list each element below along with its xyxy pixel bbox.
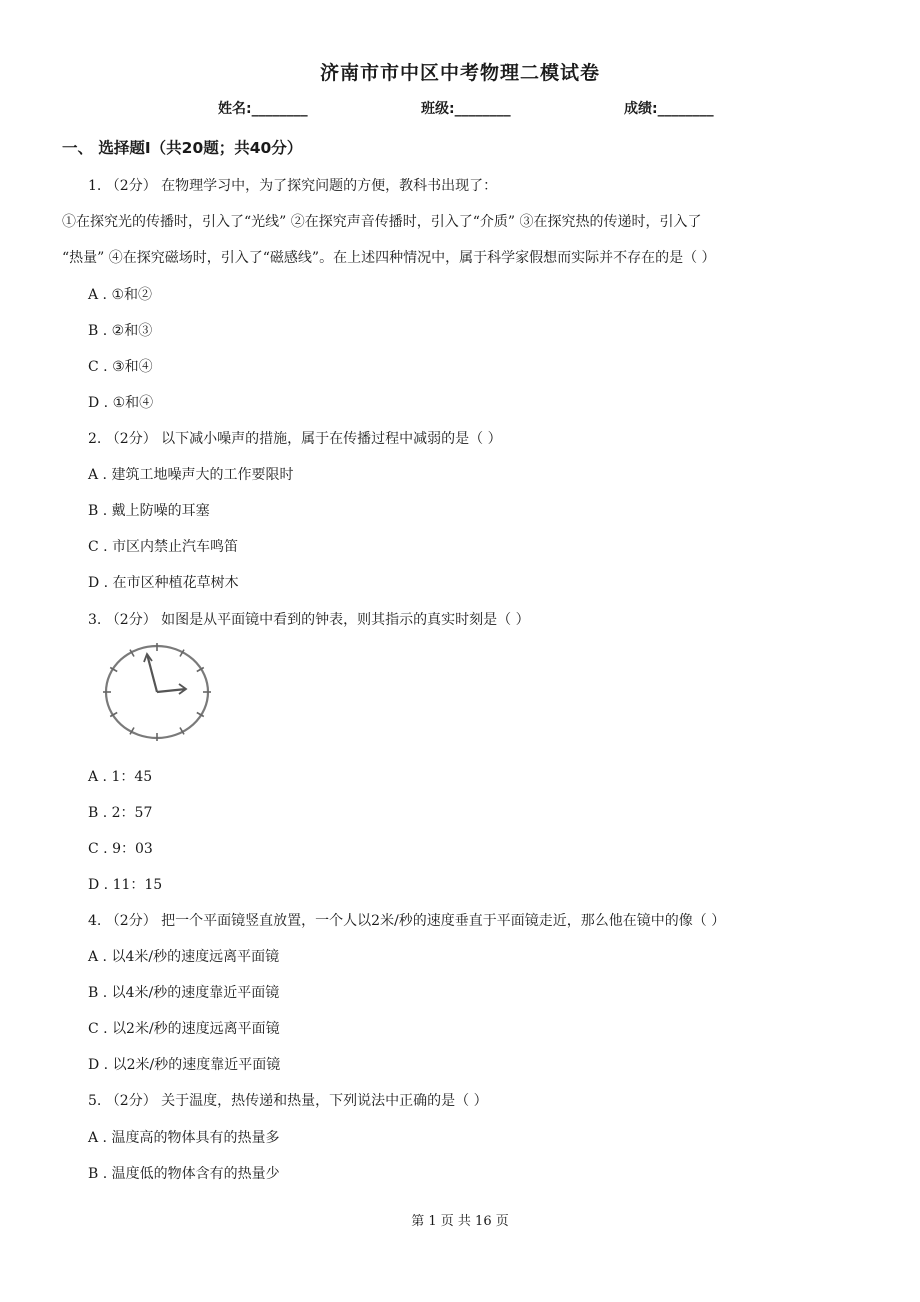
question-3-option-b: B . 2：57 [88,805,153,821]
question-3-option-a: A . 1：45 [88,769,153,785]
page-footer: 第 1 页 共 16 页 [411,1214,509,1229]
question-1-option-d: D . ①和④ [88,395,154,411]
section-heading: 一、 选择题Ⅰ（共20题；共40分） [62,139,303,157]
question-1-option-c: C . ③和④ [88,359,153,375]
question-3-option-c: C . 9：03 [88,841,153,857]
question-2-option-a: A . 建筑工地噪声大的工作要限时 [88,467,294,483]
question-2-option-b: B . 戴上防噪的耳塞 [88,503,210,519]
question-4-option-d: D . 以2米/秒的速度靠近平面镜 [88,1057,281,1073]
question-1-option-a: A . ①和② [88,287,153,303]
question-1-body-line-2: “热量” ④在探究磁场时，引入了“磁感线”。在上述四种情况中，属于科学家假想而实际并不存在的是（ ） [62,250,716,266]
question-4-option-b: B . 以4米/秒的速度靠近平面镜 [88,985,280,1001]
question-1-stem: 1. （2分） 在物理学习中，为了探究问题的方便，教科书出现了： [88,178,498,194]
question-1-body-line-1: ①在探究光的传播时，引入了“光线” ②在探究声音传播时，引入了“介质” ③在探究热的传递时，引入了 [62,214,702,230]
question-2-stem: 2. （2分） 以下减小噪声的措施，属于在传播过程中减弱的是（ ） [88,431,502,447]
question-3-stem: 3. （2分） 如图是从平面镜中看到的钟表，则其指示的真实时刻是（ ） [88,612,530,628]
question-5-option-a: A . 温度高的物体具有的热量多 [88,1130,280,1146]
question-3-option-d: D . 11：15 [88,877,163,893]
student-info-line [0,98,920,120]
question-4-option-c: C . 以2米/秒的速度远离平面镜 [88,1021,280,1037]
question-4-stem: 4. （2分） 把一个平面镜竖直放置，一个人以2米/秒的速度垂直于平面镜走近，那么他在镜中的像（ ） [88,913,726,929]
question-1-option-b: B . ②和③ [88,323,153,339]
name-field: 姓名:________ [218,101,308,117]
mirror-clock-figure [100,642,214,746]
page-title: 济南市市中区中考物理二模试卷 [319,62,600,84]
score-field: 成绩:________ [624,101,714,117]
question-4-option-a: A . 以4米/秒的速度远离平面镜 [88,949,280,965]
question-2-option-c: C . 市区内禁止汽车鸣笛 [88,539,239,555]
question-5-option-b: B . 温度低的物体含有的热量少 [88,1166,280,1182]
class-field: 班级:________ [421,101,511,117]
question-5-stem: 5. （2分） 关于温度，热传递和热量，下列说法中正确的是（ ） [88,1093,488,1109]
question-2-option-d: D . 在市区种植花草树木 [88,575,239,591]
